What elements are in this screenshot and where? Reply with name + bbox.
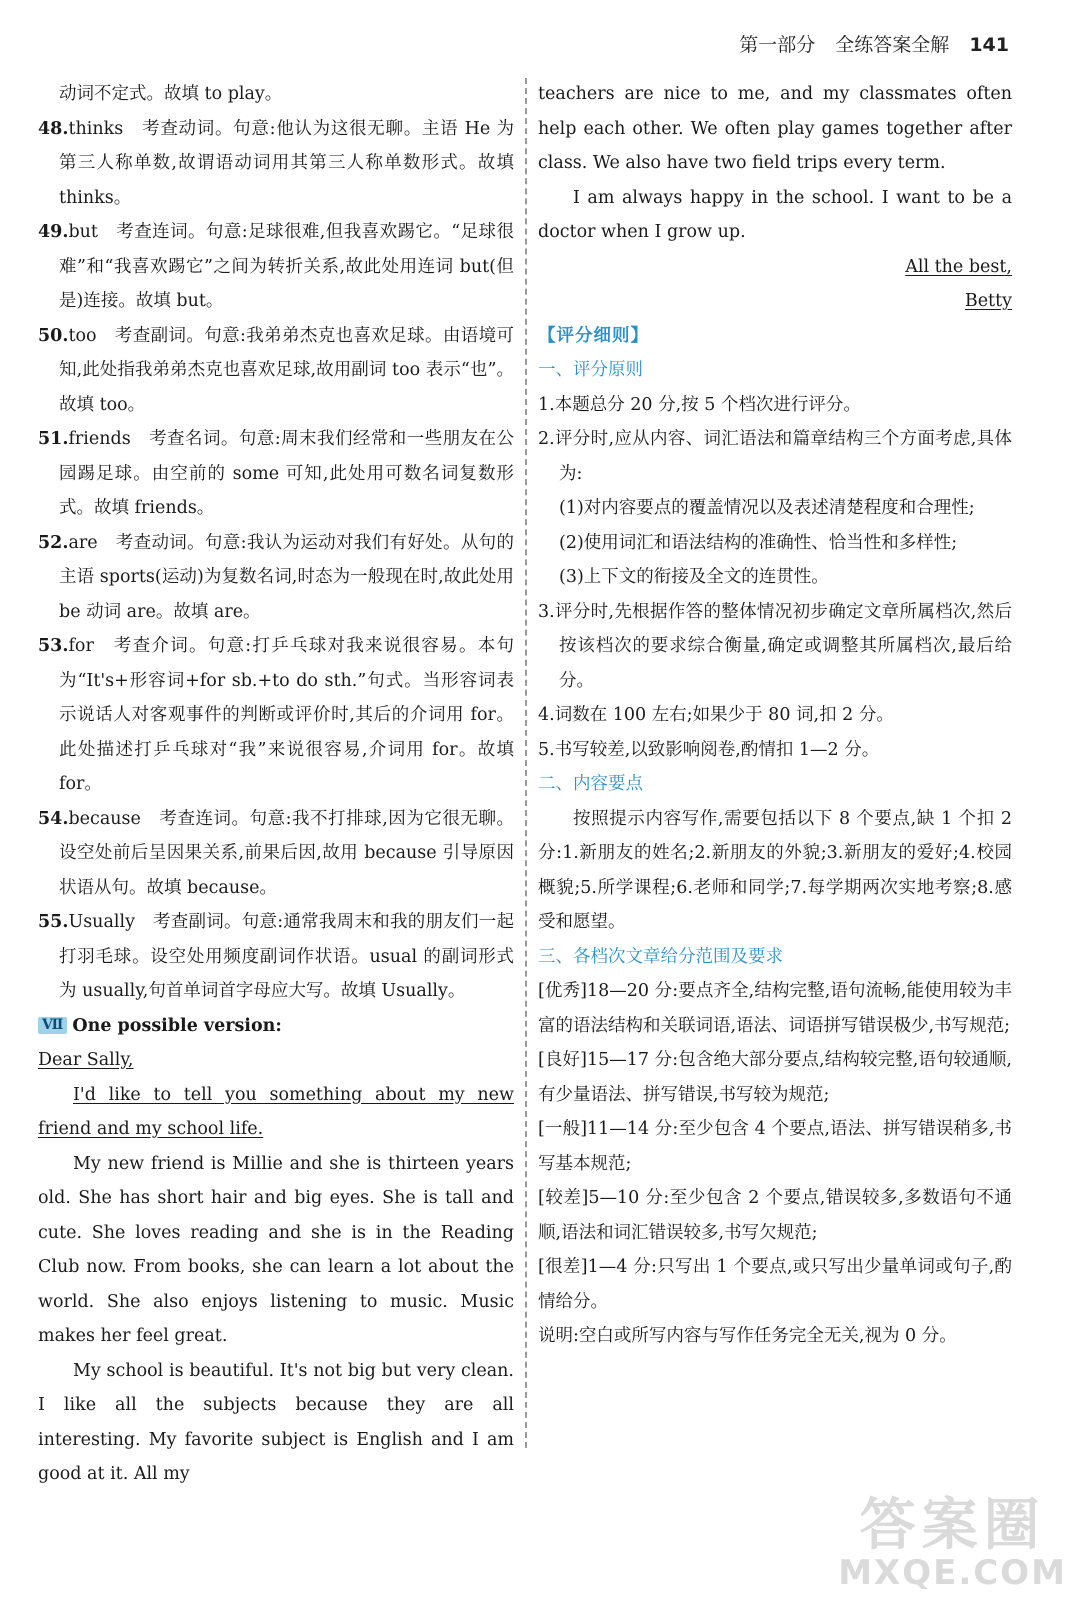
rubric-title: 【评分细则】 [538, 325, 649, 346]
grade-level-very-poor: [很差]1—4 分:只写出 1 个要点,或只写出少量单词或句子,酌情给分。 [538, 1257, 1012, 1312]
answer-number: 52. [38, 532, 69, 553]
letter-paragraph-1: My new friend is Millie and she is thirteen years old. She has short hair and big eyes. She is tall and cute. She loves reading and she is in the Reading Club now. From books, she can learn a lot about the world. She also enjoys listening to music. Music makes her feel great. [38, 1153, 514, 1346]
sample-essay-heading [38, 1009, 514, 1044]
rubric-subitem-2: (2)使用词汇和语法结构的准确性、恰当性和多样性; [559, 532, 958, 553]
rubric-subitem-1: (1)对内容要点的覆盖情况以及表述清楚程度和合理性; [559, 498, 975, 518]
answer-number: 54. [38, 808, 69, 829]
letter-closing [538, 250, 1012, 285]
grade-level-good: [良好]15—17 分:包含绝大部分要点,结构较完整,语句较通顺,有少量语法、拼写错误,书写较为规范; [538, 1050, 1012, 1105]
left-column [38, 77, 514, 1492]
rubric-item-1: 1.本题总分 20 分,按 5 个档次进行评分。 [538, 394, 861, 415]
letter-paragraph-3: I am always happy in the school. I want to be a doctor when I grow up. [538, 187, 1012, 242]
letter-paragraph-2-continued: teachers are nice to me, and my classmates often help each other. We often play games together after class. We also have two field trips every term. [538, 84, 1012, 173]
watermark-url: MXQE.COM [838, 1553, 1067, 1593]
header-part: 第一部分 [739, 34, 816, 56]
answer-item-55 [38, 905, 514, 1009]
answer-continuation: 动词不定式。故填 to play。 [59, 84, 283, 104]
letter-signature [538, 284, 1012, 319]
answer-text: thinks 考查动词。句意:他认为这很无聊。主语 He 为第三人称单数,故谓语动词用其第三人称单数形式。故填 thinks。 [59, 118, 514, 208]
answer-item-49 [38, 215, 514, 319]
signature-text: Betty [964, 291, 1012, 311]
answer-text: for 考查介词。句意:打乒乓球对我来说很容易。本句为“It's+形容词+for sb.+to do sth.”句式。当形容词表示说话人对客观事件的判断或评价时,其后的介词用 for。此处描述打乒乓球对“我”来说很容易,介词用 for。故填 for。 [59, 636, 514, 794]
watermark-text: 答案圈 [859, 1493, 1046, 1558]
answer-text: Usually 考查副词。句意:通常我周末和我的朋友们一起打羽毛球。设空处用频度副词作状语。usual 的副词形式为 usually,句首单词首字母应大写。故填 Usually。 [59, 912, 514, 1001]
rubric-section-3-title: 三、各档次文章给分范围及要求 [538, 946, 783, 967]
grade-level-excellent: [优秀]18—20 分:要点齐全,结构完整,语句流畅,能使用较为丰富的语法结构和关联词语,语法、词语拼写错误极少,书写规范; [538, 981, 1012, 1036]
rubric-item-3: 3.评分时,先根据作答的整体情况初步确定文章所属档次,然后按该档次的要求综合衡量,确定或调整其所属档次,最后给分。 [538, 601, 1012, 691]
letter-salutation [38, 1043, 514, 1078]
watermark-logo [838, 1493, 1067, 1593]
page-header [725, 30, 1009, 57]
header-section: 全练答案全解 [835, 34, 950, 56]
rubric-item-4: 4.词数在 100 左右;如果少于 80 词,扣 2 分。 [538, 705, 894, 725]
answer-text: friends 考查名词。句意:周末我们经常和一些朋友在公园踢足球。由空前的 some 可知,此处用可数名词复数形式。故填 friends。 [59, 429, 514, 518]
rubric-section-2-title: 二、内容要点 [538, 774, 643, 794]
letter-opening [38, 1078, 514, 1147]
answer-item-48 [38, 112, 514, 216]
answer-number: 49. [38, 222, 69, 242]
column-divider [525, 78, 527, 1448]
closing-text: All the best, [905, 256, 1012, 277]
answer-text: are 考查动词。句意:我认为运动对我们有好处。从句的主语 sports(运动)为复数名词,时态为一般现在时,故此处用 be 动词 are。故填 are。 [59, 532, 514, 622]
rubric-item-5: 5.书写较差,以致影响阅卷,酌情扣 1—2 分。 [538, 739, 880, 760]
rubric-note: 说明:空白或所写内容与写作任务完全无关,视为 0 分。 [538, 1326, 957, 1346]
answer-text: too 考查副词。句意:我弟弟杰克也喜欢足球。由语境可知,此处指我弟弟杰克也喜欢足球,故用副词 too 表示“也”。故填 too。 [59, 325, 514, 415]
section-badge: Ⅶ [38, 1017, 67, 1034]
answer-item-51 [38, 422, 514, 526]
answer-item-52 [38, 526, 514, 630]
answer-item-53 [38, 629, 514, 802]
version-label: One possible version: [72, 1015, 282, 1036]
answer-number: 48. [38, 118, 69, 139]
letter-paragraph-2: My school is beautiful. It's not big but very clean. I like all the subjects because they are all interesting. My favorite subject is English and I am good at it. All my [38, 1360, 514, 1484]
answer-item-50 [38, 319, 514, 423]
answer-text: because 考查连词。句意:我不打排球,因为它很无聊。设空处前后呈因果关系,前果后因,故用 because 引导原因状语从句。故填 because。 [59, 808, 514, 898]
rubric-item-2: 2.评分时,应从内容、词汇语法和篇章结构三个方面考虑,具体为: [538, 429, 1012, 484]
answer-number: 50. [38, 325, 69, 346]
page-number: 141 [969, 34, 1009, 56]
content-points: 按照提示内容写作,需要包括以下 8 个要点,缺 1 个扣 2 分:1.新朋友的姓名;2.新朋友的外貌;3.新朋友的爱好;4.校园概貌;5.所学课程;6.老师和同学;7.每学期两次实地考察;8.感受和愿望。 [538, 808, 1012, 932]
opening-text: I'd like to tell you something about my new friend and my school life. [38, 1084, 514, 1139]
grade-level-poor: [较差]5—10 分:至少包含 2 个要点,错误较多,多数语句不通顺,语法和词汇错误较多,书写欠规范; [538, 1188, 1012, 1243]
salutation-text: Dear Sally, [38, 1050, 134, 1070]
right-column [538, 77, 1012, 1354]
answer-number: 55. [38, 912, 69, 932]
rubric-subitem-3: (3)上下文的衔接及全文的连贯性。 [559, 567, 829, 587]
rubric-section-1-title: 一、评分原则 [538, 360, 643, 380]
answer-number: 53. [38, 636, 69, 656]
grade-level-average: [一般]11—14 分:至少包含 4 个要点,语法、拼写错误稍多,书写基本规范; [538, 1119, 1012, 1174]
answer-item-54 [38, 802, 514, 906]
answer-number: 51. [38, 429, 69, 449]
answer-text: but 考查连词。句意:足球很难,但我喜欢踢它。“足球很难”和“我喜欢踢它”之间为转折关系,故此处用连词 but(但是)连接。故填 but。 [59, 222, 514, 311]
